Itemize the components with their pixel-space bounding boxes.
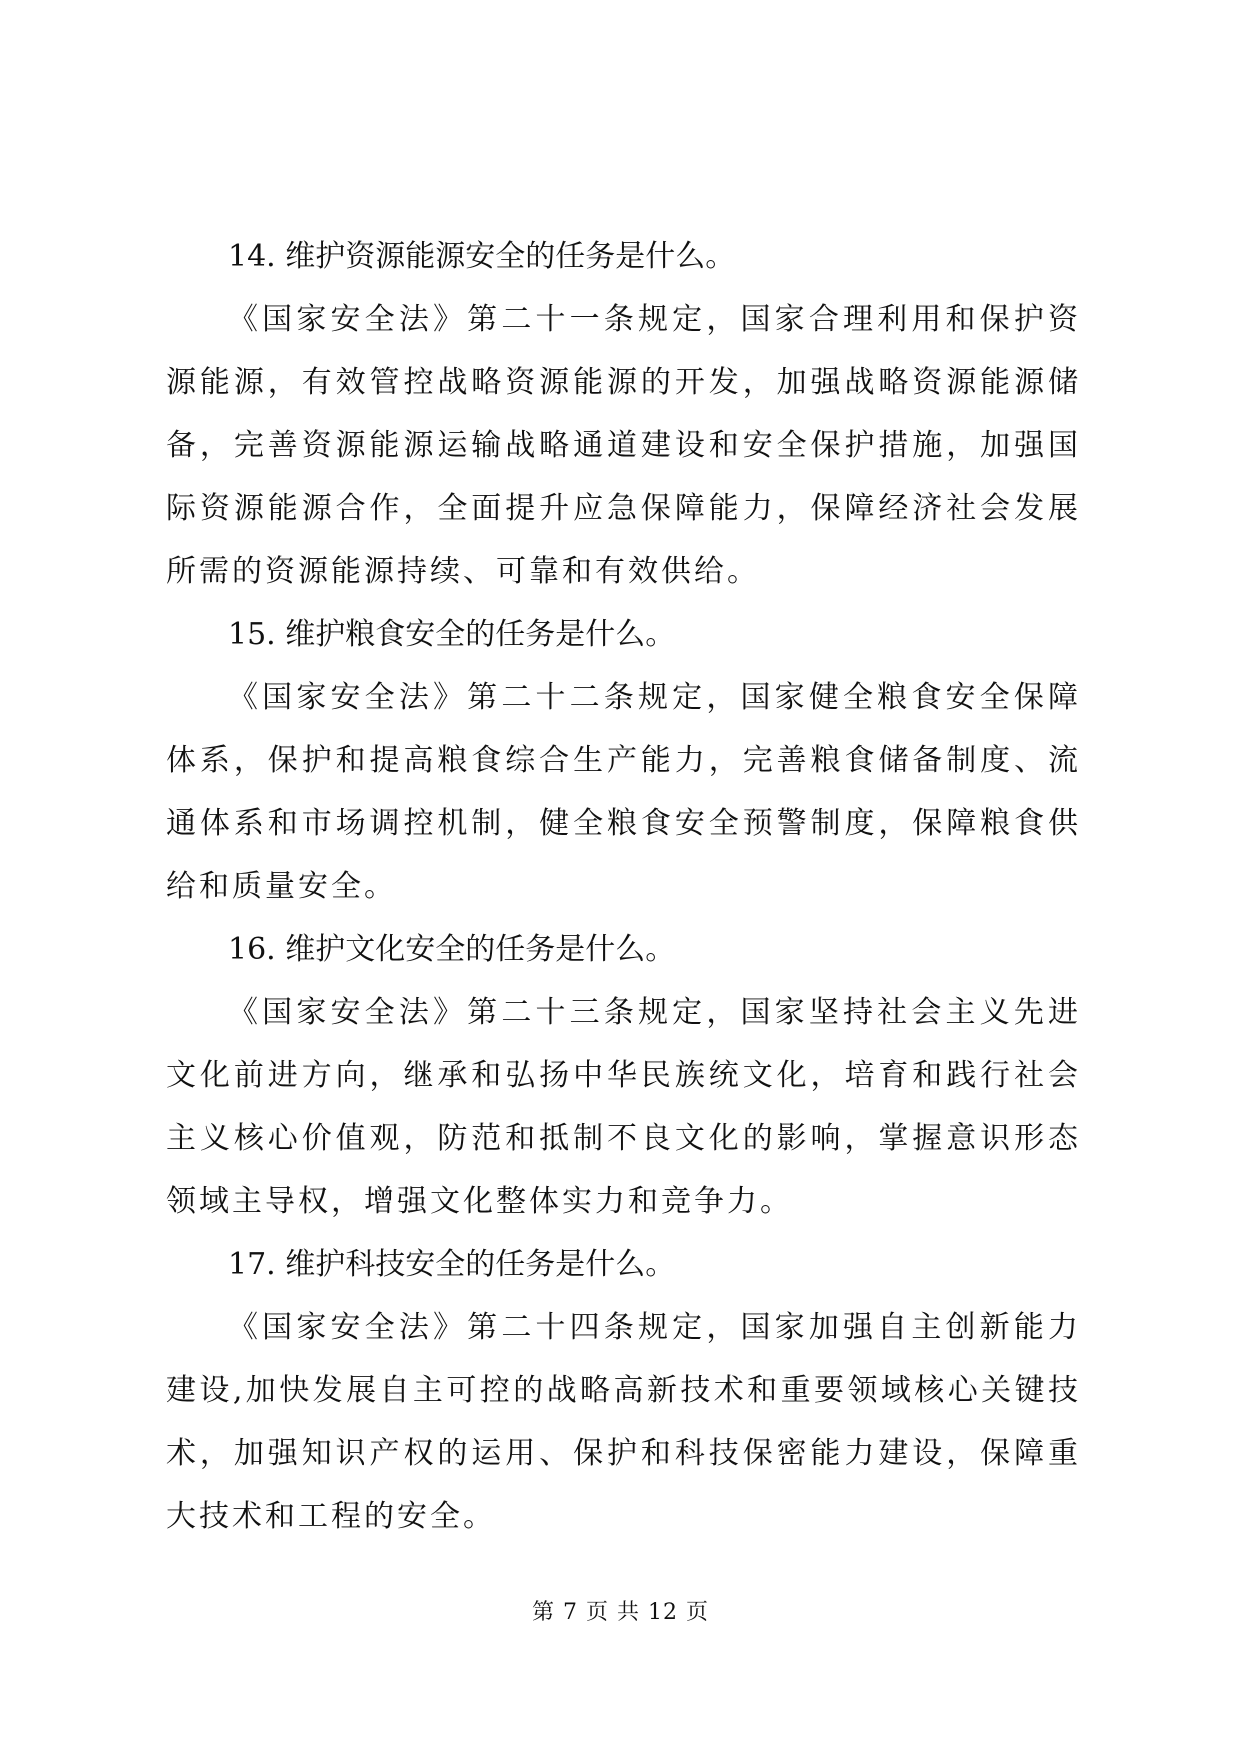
document-body [166, 225, 1081, 1548]
answer-paragraph: 《国家安全法》第二十三条规定，国家坚持社会主义先进文化前进方向，继承和弘扬中华民族统文化，培育和践行社会主义核心价值观，防范和抵制不良文化的影响，掌握意识形态领域主导权，增强文化整体实力和竞争力。 [166, 995, 1081, 1219]
answer-paragraph: 《国家安全法》第二十一条规定，国家合理利用和保护资源能源，有效管控战略资源能源的开发，加强战略资源能源储备，完善资源能源运输战略通道建设和安全保护措施，加强国际资源能源合作，全面提升应急保障能力，保障经济社会发展所需的资源能源持续、可靠和有效供给。 [166, 302, 1081, 589]
question-heading: 15. 维护粮食安全的任务是什么。 [228, 617, 676, 652]
answer-paragraph: 《国家安全法》第二十二条规定，国家健全粮食安全保障体系，保护和提高粮食综合生产能力，完善粮食储备制度、流通体系和市场调控机制，健全粮食安全预警制度，保障粮食供给和质量安全。 [166, 680, 1081, 904]
question-heading: 14. 维护资源能源安全的任务是什么。 [228, 239, 736, 274]
question-heading: 17. 维护科技安全的任务是什么。 [228, 1247, 676, 1282]
section-15 [166, 603, 1081, 918]
section-16 [166, 918, 1081, 1233]
section-17 [166, 1233, 1081, 1548]
section-14 [166, 225, 1081, 603]
answer-paragraph: 《国家安全法》第二十四条规定，国家加强自主创新能力建设,加快发展自主可控的战略高新技术和重要领域核心关键技术，加强知识产权的运用、保护和科技保密能力建设，保障重大技术和工程的安全。 [166, 1310, 1081, 1534]
page-footer: 第 7 页 共 12 页 [532, 1600, 709, 1625]
question-heading: 16. 维护文化安全的任务是什么。 [228, 932, 676, 967]
